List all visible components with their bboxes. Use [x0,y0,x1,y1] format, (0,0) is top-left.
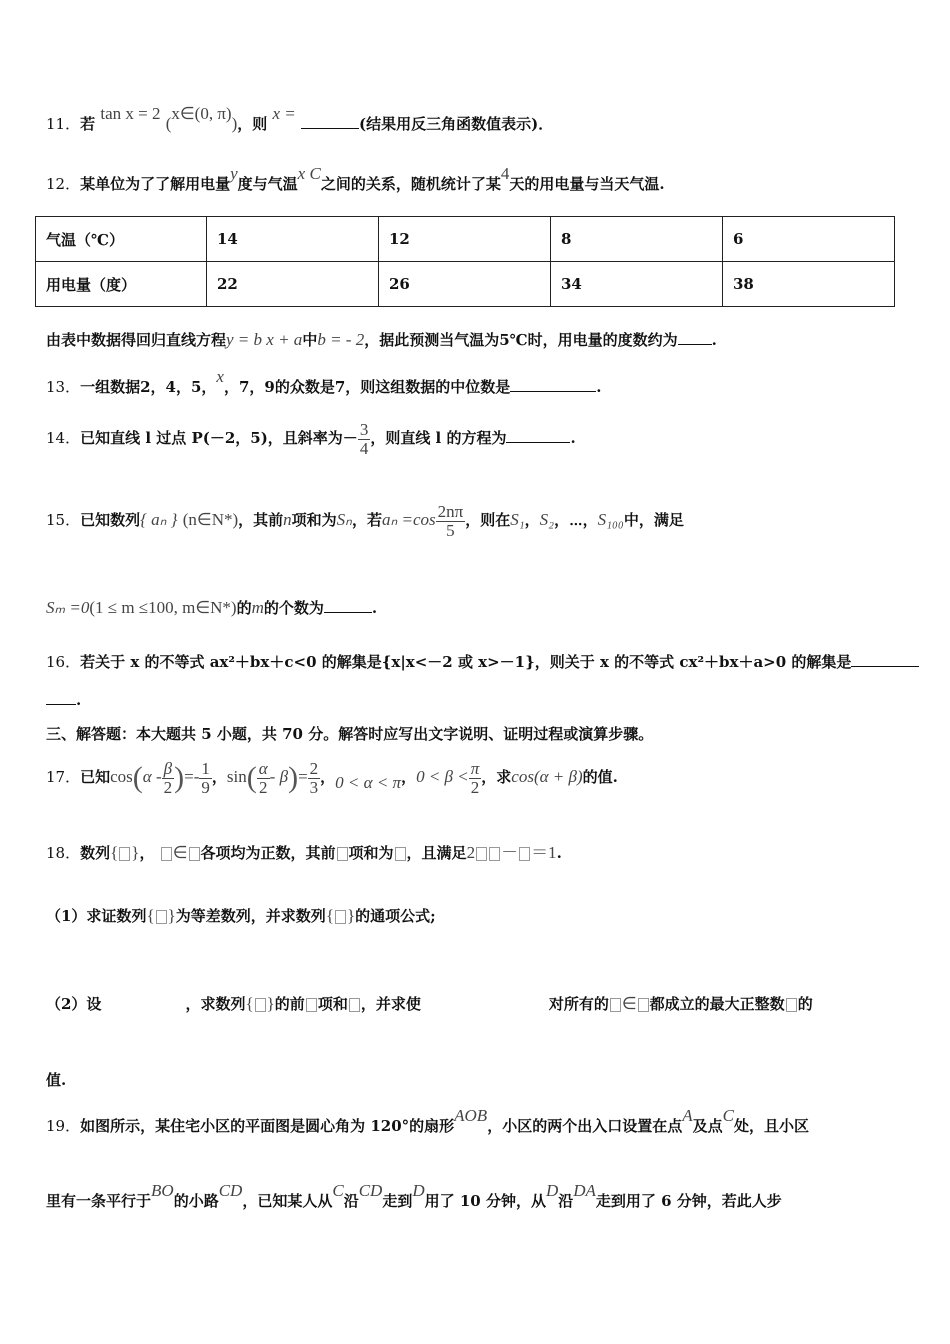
question-number: 18． [46,844,81,862]
answer-blank [46,690,76,705]
text: ，则在 [465,511,511,529]
slope-fraction [358,421,371,458]
question-12 [46,164,665,194]
text: 沿 [343,1192,359,1210]
text: 的 [236,599,252,617]
formula-n: n [283,510,292,529]
question-number: 19． [46,1117,81,1135]
question-14 [46,418,576,458]
text: 如图所示，某住宅小区的平面图是圆心角为 120°的扇形 [80,1117,455,1135]
text: ，据此预测当气温为5℃时，用电量的度数约为 [364,331,678,349]
text: ，求 [481,768,512,786]
formula-sin: sin [226,767,247,786]
formula-alpha: α - [142,767,162,786]
question-15: 15．已知数列{ aₙ } (n∈N*)，其前n项和为Sₙ，若aₙ =cos $\frac{2n\pi}{5}$ ，则在S₁，S₂，⋯，S₁₀₀中，满足 [46,501,684,540]
formula-m: m [251,598,264,617]
text: ， [139,844,155,862]
text: . [76,691,82,709]
text: ，已知某人从 [242,1192,333,1210]
question-15-continued [46,598,377,618]
text: ，且满足 [406,844,467,862]
text: 走到 [382,1192,413,1210]
text: ，其前 [238,511,284,529]
numerator: 2 [309,758,319,778]
table-cell: 38 [723,262,895,307]
question-18-part2-end: 值. [46,1071,67,1089]
question-11: 11．若 tan x = 2 (x∈(0, π))，则 x = (结果用反三角函数值表示)． [46,104,554,133]
text: 天的用电量与当天气温. [509,175,665,193]
question-12-continued [46,330,717,350]
answer-blank [506,428,570,443]
question-16 [46,652,919,672]
text: 各项均为正数，其前 [200,844,336,862]
formula-b: b = - 2 [317,330,365,349]
text: 用了 10 分钟，从 [424,1192,546,1210]
text: 为等差数列，并求数列 [175,907,326,925]
text: 及点 [692,1117,723,1135]
numerator: β [163,758,173,778]
question-18-part1: （1）求证数列{ }为等差数列，并求数列{ }的通项公式; [46,906,436,925]
denominator: 9 [201,777,210,797]
text: 已知直线 l 过点 P(－2，5)，且斜率为－ [80,429,358,447]
formula-xc: x C [297,164,321,183]
answer-blank [324,598,372,613]
table-row [36,262,895,307]
formula-s1: S₁ [510,510,525,529]
text: . [556,844,562,862]
formula-c: C [722,1106,734,1125]
answer-blank [301,114,359,129]
question-number: 14． [46,429,81,447]
text: 都成立的最大正整数 [649,995,785,1013]
table-cell: 用电量（度） [36,262,207,307]
text: （1）求证数列 [46,907,147,925]
text: 度与气温 [237,175,298,193]
fraction [308,760,321,797]
data-table [35,216,895,307]
text: 某单位为了了解用电量 [80,175,231,193]
answer-blank [851,652,919,667]
question-16-continued [46,690,81,710]
table-cell: 26 [379,262,551,307]
text: . [570,429,576,447]
text: . [711,331,717,349]
denominator: 3 [309,777,319,797]
text: 里有一条平行于 [46,1192,152,1210]
answer-blank [510,377,596,392]
table-row [36,217,895,262]
text: ，7，9的众数是7，则这组数据的中位数是 [223,378,511,396]
cos-fraction [436,503,466,540]
text: 项和 [317,995,348,1013]
denominator: 4 [359,438,369,458]
formula-regression: y = b x + a [226,330,303,349]
table-cell: 6 [723,217,895,262]
formula-sequence: { aₙ } [140,510,178,529]
text: （2）设 [46,995,102,1013]
formula-alpha-range: 0 < α < π [335,773,402,792]
numerator: 1 [201,758,210,778]
text: 处，且小区 [733,1117,809,1135]
numerator: 3 [359,419,369,439]
formula-s100: S₁₀₀ [597,510,624,529]
text: 对所有的 [548,995,609,1013]
question-18: 18．数列{ }， ∈ 各项均为正数，其前 项和为 ，且满足2 － ＝1. [46,843,562,862]
text: 的个数为 [263,599,324,617]
text: 一组数据2，4，5， [80,378,217,396]
formula-beta: - β [269,767,289,786]
numerator: 2nπ [437,501,464,521]
formula-cd: CD [218,1181,243,1200]
numerator: π [470,758,480,778]
formula-cos: cos [110,767,133,786]
text: 若关于 x 的不等式 ax²＋bx＋c<0 的解集是{x|x<－2 或 x>－1}，则关于 x 的不等式 cx²＋bx＋a>0 的解集是 [80,653,852,671]
section-heading: 三、解答题：本大题共 5 小题，共 70 分。解答时应写出文字说明、证明过程或演算步骤。 [46,725,654,743]
question-number: 16． [46,653,81,671]
formula-sm: Sₘ =0 [46,598,90,617]
text: 已知 [80,768,111,786]
text: ，若 [351,511,382,529]
text: 中 [302,331,318,349]
question-13 [46,367,602,397]
formula-x: x [216,367,224,386]
formula-cd: CD [358,1181,383,1200]
table-cell: 34 [551,262,723,307]
formula-d: D [545,1181,559,1200]
denominator: 5 [436,521,466,540]
formula-da: DA [573,1181,596,1200]
text: ，求数列 [185,995,246,1013]
formula-tan: tan x = 2 [100,104,161,123]
text: 由表中数据得回归直线方程 [46,331,227,349]
question-19 [46,1106,809,1136]
text: 沿 [558,1192,574,1210]
text: 数列 [80,844,111,862]
text: . [596,378,602,396]
formula-bo: BO [151,1181,174,1200]
formula-c: C [332,1181,344,1200]
text: 的小路 [173,1192,219,1210]
formula-target: cos(α + β) [511,767,583,786]
formula-sn: Sₙ [336,510,352,529]
question-18-part2: （2）设 ，求数列{ }的前 项和 ，并求使 对所有的 ∈ 都成立的最大正整数 的 [46,994,813,1013]
formula-beta-range: 0 < β < [416,767,469,786]
denominator: 2 [163,777,173,797]
fraction [162,760,175,797]
text: 项和为 [291,511,337,529]
fraction [469,760,482,797]
formula-y: y [230,164,238,183]
question-19-continued [46,1181,782,1211]
text: . [371,599,378,617]
question-17: 17．已知cos(α - $\frac{\beta}{2}$ )=- $\frac{1}{9}$ ，sin( $\frac{\alpha}{2}$ - β)= $\frac{2}{3}$ ，0 < α < π，0 < β < $\frac{\pi}{2}$ ，求cos(α + β)的值. [46,758,618,797]
table-cell: 22 [207,262,379,307]
formula-aob: AOB [454,1106,488,1125]
formula-domain: (n∈N*) [182,510,239,529]
denominator: 2 [469,778,482,797]
question-number: 15． [46,511,81,529]
text: 的 [797,995,813,1013]
text: 之间的关系，随机统计了某 [320,175,501,193]
formula-4: 4 [500,164,510,183]
table-cell: 8 [551,217,723,262]
table-cell: 14 [207,217,379,262]
formula-d: D [412,1181,425,1200]
formula-eq: =- [184,767,200,786]
table-cell: 气温（℃） [36,217,207,262]
question-number: 17． [46,768,81,786]
text: ，小区的两个出入口设置在点 [487,1117,683,1135]
answer-blank [678,330,712,345]
text: (结果用反三角函数值表示)． [359,115,554,133]
question-number: 11． [46,115,81,133]
fraction [257,760,270,797]
formula-s2: S₂ [539,510,555,529]
text: 的前 [274,995,305,1013]
text: 走到用了 6 分钟，若此人步 [595,1192,782,1210]
text: 若 [80,115,96,133]
formula-x: x = [272,104,296,123]
text: 中，满足 [623,511,684,529]
formula-eq: = [298,767,308,786]
text: 项和为 [348,844,394,862]
text: ，并求使 [360,995,421,1013]
text: ，⋯， [554,511,598,529]
question-number: 13． [46,378,81,396]
formula-domain: x∈(0, π) [171,104,232,123]
question-number: 12． [46,175,81,193]
formula-a: A [682,1106,693,1125]
text: 的通项公式; [355,907,436,925]
denominator: 2 [257,778,270,797]
text: 已知数列 [80,511,141,529]
formula-an: aₙ =cos [381,510,436,529]
numerator: α [258,758,268,778]
table-cell: 12 [379,217,551,262]
text: 的值. [582,768,618,786]
fraction [199,760,212,797]
formula-condition: (1 ≤ m ≤100, m∈N*) [89,598,237,617]
text: ，则 [237,115,268,133]
text: ，则直线 l 的方程为 [370,429,507,447]
